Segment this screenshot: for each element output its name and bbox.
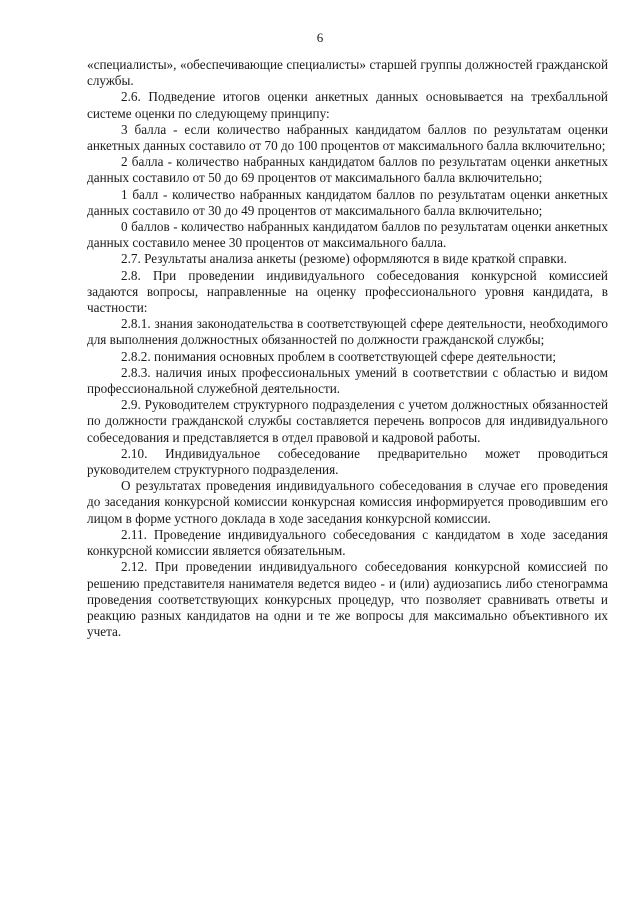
- paragraph-2-6: 2.6. Подведение итогов оценки анкетных данных основывается на трехбалльной системе оценки по следующему принципу:: [87, 89, 608, 121]
- page-number: 6: [316, 30, 324, 45]
- paragraph-interview-results: О результатах проведения индивидуального собеседования в случае его проведения до заседания конкурсной комиссии конкурсная комиссия информируется проводившим его лицом в форме устного доклада в ходе заседания конкурсной комиссии.: [87, 478, 608, 526]
- paragraph-2-8-3: 2.8.3. наличия иных профессиональных умений в соответствии с областью и видом профессиональной служебной деятельности.: [87, 364, 608, 397]
- paragraph-1-point: 1 балл - количество набранных кандидатом баллов по результатам оценки анкетных данных составило от 30 до 49 процентов от максимального балла включительно;: [87, 186, 608, 218]
- paragraph-2-points: 2 балла - количество набранных кандидатом баллов по результатам оценки анкетных данных составило от 50 до 69 процентов от максимального балла включительно;: [87, 154, 608, 186]
- paragraph-2-10: 2.10. Индивидуальное собеседование предварительно может проводиться руководителем структурного подразделения.: [87, 445, 608, 478]
- paragraph-2-8: 2.8. При проведении индивидуального собеседования конкурсной комиссией задаются вопросы, направленные на оценку профессионального уровня кандидата, в частности:: [87, 267, 608, 316]
- paragraph-2-8-2: 2.8.2. понимания основных проблем в соответствующей сфере деятельности;: [121, 348, 557, 364]
- document-body: [87, 57, 608, 640]
- paragraph-0-points: 0 баллов - количество набранных кандидатом баллов по результатам оценки анкетных данных составило менее 30 процентов от максимального балла.: [87, 219, 608, 251]
- paragraph-3-points: 3 балла - если количество набранных кандидатом баллов по результатам оценки анкетных данных составило от 70 до 100 процентов от максимального балла включительно;: [87, 121, 608, 154]
- paragraph-2-9: 2.9. Руководителем структурного подразделения с учетом должностных обязанностей по должности гражданской службы составляется перечень вопросов для индивидуального собеседования и представляется в отдел правовой и кадровой работы.: [87, 397, 608, 445]
- paragraph-2-11: 2.11. Проведение индивидуального собеседования с кандидатом в ходе заседания конкурсной комиссии является обязательным.: [87, 526, 608, 559]
- paragraph-2-8-1: 2.8.1. знания законодательства в соответствующей сфере деятельности, необходимого для выполнения должностных обязанностей по должности гражданской службы;: [87, 316, 608, 348]
- paragraph-2-7: 2.7. Результаты анализа анкеты (резюме) оформляются в виде краткой справки.: [121, 251, 567, 267]
- paragraph-continuation: «специалисты», «обеспечивающие специалисты» старшей группы должностей гражданской службы.: [87, 57, 608, 89]
- paragraph-2-12: 2.12. При проведении индивидуального собеседования конкурсной комиссией по решению представителя нанимателя ведется видео - и (или) аудиозапись либо стенограмма проведения соответствующих конкурсных процедур, что позволяет сравнивать ответы и реакцию разных кандидатов на одни и те же вопросы для максимально объективного их учета.: [87, 559, 608, 640]
